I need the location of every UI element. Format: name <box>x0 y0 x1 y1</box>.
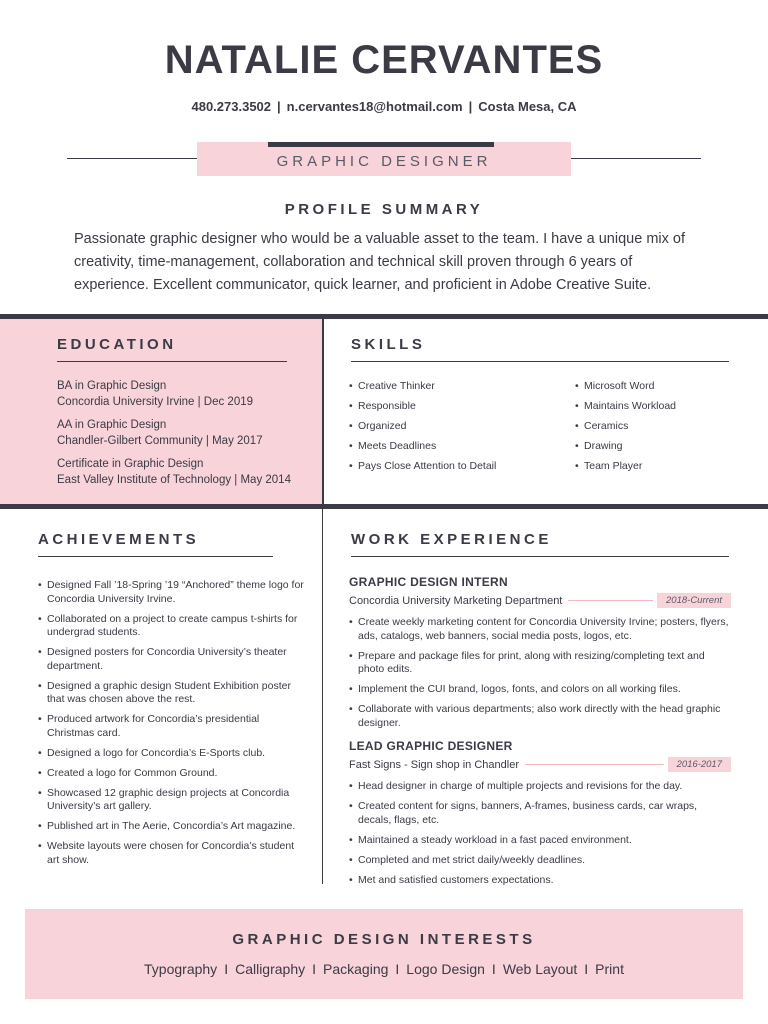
job-title: LEAD GRAPHIC DESIGNER <box>349 739 513 753</box>
interests-list <box>0 961 768 977</box>
summary-heading: PROFILE SUMMARY <box>284 201 484 218</box>
job-bullet: • Create weekly marketing content for Concordia University Irvine; posters, flyers, ads, catalogs, web banners, social media posts, logos, etc. <box>349 616 731 643</box>
achievement-item: • Website layouts were chosen for Concordia’s student art show. <box>38 840 308 867</box>
skill-item: • Maintains Workload <box>575 400 745 414</box>
achievement-item: • Designed a graphic design Student Exhibition poster that was chosen above the rest. <box>38 680 308 707</box>
job-bullets <box>349 616 731 730</box>
job-bullet: • Implement the CUI brand, logos, fonts, and colors on all working files. <box>349 683 731 697</box>
education-degree: BA in Graphic Design <box>57 380 167 392</box>
interest-item: Logo Design <box>406 961 485 977</box>
achievements-underline <box>38 556 273 557</box>
job-bullets <box>349 780 731 887</box>
education-detail: Concordia University Irvine | Dec 2019 <box>57 396 254 408</box>
job-title: GRAPHIC DESIGN INTERN <box>349 575 508 589</box>
skills-heading: SKILLS <box>351 336 426 353</box>
interest-item: Print <box>595 961 624 977</box>
achievement-item: • Designed a logo for Concordia’s E-Sports club. <box>38 747 308 761</box>
education-list <box>57 378 319 495</box>
interest-item: Packaging <box>323 961 389 977</box>
skills-underline <box>351 361 729 362</box>
education-degree: AA in Graphic Design <box>57 419 167 431</box>
education-degree: Certificate in Graphic Design <box>57 458 204 470</box>
location: Costa Mesa, CA <box>478 99 577 114</box>
email-address: n.cervantes18@hotmail.com <box>286 99 463 114</box>
job-dates: 2016-2017 <box>668 757 731 772</box>
job-rule <box>568 600 653 601</box>
achievement-item: • Showcased 12 graphic design projects at Concordia University’s art gallery. <box>38 787 308 814</box>
job-rule <box>525 764 664 765</box>
job-bullet: • Maintained a steady workload in a fast paced environment. <box>349 834 731 848</box>
section-divider-middle <box>0 504 768 509</box>
interest-separator: I <box>312 961 317 977</box>
interest-item: Web Layout <box>502 961 578 977</box>
column-divider-upper <box>322 319 324 504</box>
title-divider-right <box>571 158 701 159</box>
title-top-bar <box>268 142 494 147</box>
achievement-item: • Published art in The Aerie, Concordia’s Art magazine. <box>38 820 308 834</box>
skill-item: • Ceramics <box>575 420 745 434</box>
job-bullet: • Collaborate with various departments; also work directly with the head graphic designer. <box>349 703 731 730</box>
job-company: Fast Signs - Sign shop in Chandler <box>349 758 519 771</box>
skill-item: • Meets Deadlines <box>349 440 559 454</box>
job-company-row <box>349 593 731 608</box>
skill-item: • Pays Close Attention to Detail <box>349 460 559 474</box>
skill-item: • Responsible <box>349 400 559 414</box>
skill-item: • Organized <box>349 420 559 434</box>
phone-number: 480.273.3502 <box>191 99 272 114</box>
skill-item: • Team Player <box>575 460 745 474</box>
title-divider-left <box>67 158 197 159</box>
achievement-item: • Collaborated on a project to create campus t-shirts for undergrad students. <box>38 613 308 640</box>
job-dates: 2018-Current <box>657 593 731 608</box>
job-bullet: • Met and satisfied customers expectations. <box>349 874 731 888</box>
interests-heading: GRAPHIC DESIGN INTERESTS <box>232 931 536 948</box>
achievement-item: • Created a logo for Common Ground. <box>38 767 308 781</box>
contact-separator: | <box>468 99 473 114</box>
education-underline <box>57 361 287 362</box>
interest-separator: I <box>584 961 589 977</box>
job-bullet: • Completed and met strict daily/weekly deadlines. <box>349 854 731 868</box>
job-bullet: • Created content for signs, banners, A-frames, business cards, car wraps, decals, flags, etc. <box>349 800 731 827</box>
work-heading: WORK EXPERIENCE <box>351 531 552 548</box>
job-title: GRAPHIC DESIGNER <box>276 153 492 170</box>
work-underline <box>351 556 729 557</box>
interest-separator: I <box>224 961 229 977</box>
candidate-name: NATALIE CERVANTES <box>164 38 604 82</box>
interest-item: Calligraphy <box>235 961 306 977</box>
education-heading: EDUCATION <box>57 336 177 353</box>
achievements-heading: ACHIEVEMENTS <box>38 531 200 548</box>
job-company-row <box>349 757 731 772</box>
work-job <box>349 575 731 737</box>
education-entry <box>57 456 319 488</box>
interests-background <box>25 909 743 999</box>
contact-separator: | <box>277 99 281 114</box>
skill-item: • Microsoft Word <box>575 380 745 394</box>
education-detail: Chandler-Gilbert Community | May 2017 <box>57 435 263 447</box>
achievements-list <box>38 579 308 874</box>
achievement-item: • Designed posters for Concordia University’s theater department. <box>38 646 308 673</box>
interest-item: Typography <box>144 961 218 977</box>
job-company: Concordia University Marketing Department <box>349 594 563 607</box>
education-entry <box>57 378 319 410</box>
work-job <box>349 739 731 894</box>
education-detail: East Valley Institute of Technology | May 2014 <box>57 474 291 486</box>
achievement-item: • Produced artwork for Concordia’s presidential Christmas card. <box>38 713 308 740</box>
skill-item: • Drawing <box>575 440 745 454</box>
column-divider-lower <box>322 509 323 884</box>
job-bullet: • Prepare and package files for print, along with resizing/completing text and photo edits. <box>349 650 731 677</box>
skills-list-right <box>575 380 745 480</box>
achievement-item: • Designed Fall ’18-Spring ’19 “Anchored” theme logo for Concordia University Irvine. <box>38 579 308 606</box>
job-bullet: • Head designer in charge of multiple projects and revisions for the day. <box>349 780 731 794</box>
skill-item: • Creative Thinker <box>349 380 559 394</box>
skills-list-left <box>349 380 559 480</box>
interest-separator: I <box>491 961 496 977</box>
summary-text: Passionate graphic designer who would be a valuable asset to the team. I have a unique mix of creativity, time-management, collaboration and technical skill proven through 6 years of experience. Excellent communicator, quick learner, and proficient in Adobe Creative Suite. <box>74 231 685 293</box>
contact-line <box>0 99 768 114</box>
education-entry <box>57 417 319 449</box>
job-title-banner <box>197 142 571 176</box>
interest-separator: I <box>395 961 400 977</box>
